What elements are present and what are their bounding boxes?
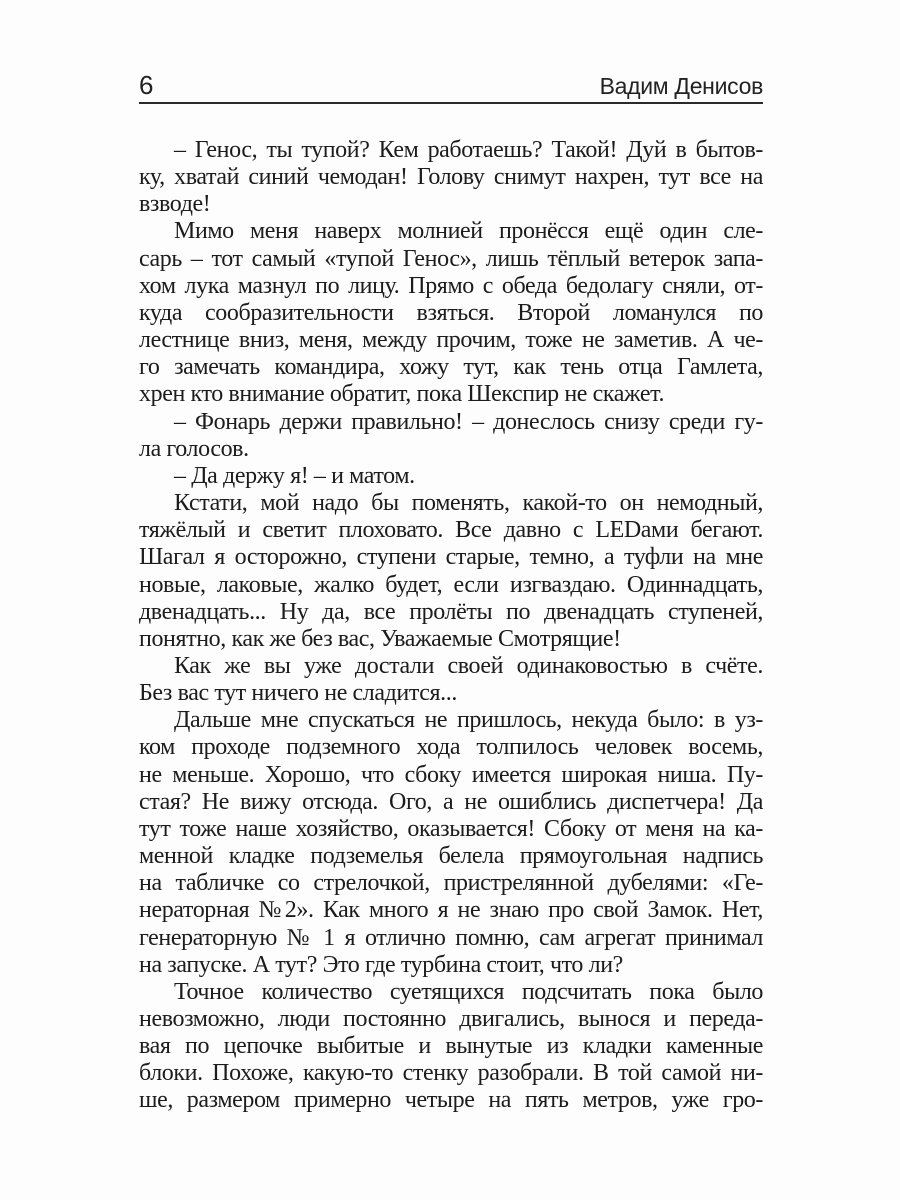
text-line: ку, хватай синий чемодан! Голову снимут нахрен, тут все на [139, 164, 763, 191]
text-line: взводе! [139, 191, 211, 218]
paragraph [139, 979, 763, 1115]
text-line: нераторная №2». Как много я не знаю про свой Замок. Нет, [139, 897, 763, 924]
text-line: тут тоже наше хозяйство, оказывается! Сбоку от меня на ка- [139, 815, 763, 842]
header-rule [139, 102, 763, 104]
running-head-author: Вадим Денисов [599, 73, 763, 99]
text-line: – Генос, ты тупой? Кем работаешь? Такой! Дуй в бытов- [174, 137, 763, 163]
text-line: сарь – тот самый «тупой Генос», лишь тёплый ветерок запа- [139, 245, 763, 272]
text-line: Точное количество суетящихся подсчитать пока было [174, 978, 763, 1005]
page-number: 6 [139, 70, 154, 100]
text-line: понятно, как же без вас, Уважаемые Смотрящие! [139, 625, 621, 652]
text-line: – Да держу я! – и матом. [174, 462, 415, 489]
paragraph [139, 463, 763, 490]
page-body [139, 137, 763, 1115]
text-line: Мимо меня наверх молнией пронёсся ещё один сле- [174, 218, 763, 245]
text-line: ла голосов. [139, 435, 249, 462]
text-line: Дальше мне спускаться не пришлось, некуда было: в уз- [174, 707, 763, 734]
text-line: лестнице вниз, меня, между прочим, тоже не заметив. А че- [139, 327, 763, 354]
text-line: невозможно, люди постоянно двигались, вынося и переда- [139, 1006, 763, 1032]
text-line: на запуске. А тут? Это где турбина стоит, что ли? [139, 951, 623, 978]
text-line: не меньше. Хорошо, что сбоку имеется широкая ниша. Пу- [139, 761, 763, 788]
paragraph [139, 707, 763, 979]
text-line: тяжёлый и светит плоховато. Все давно с LEDами бегают. [139, 517, 763, 544]
text-line: – Фонарь держи правильно! – донеслось снизу среди гу- [174, 408, 763, 435]
text-line: ше, размером примерно четыре на пять метров, уже гро- [139, 1087, 763, 1114]
text-line: генераторную № 1 я отлично помню, сам агрегат принимал [139, 924, 763, 951]
text-line: Шагал я осторожно, ступени старые, темно, а туфли на мне [139, 544, 763, 571]
text-line: менной кладке подземелья белела прямоугольная надпись [139, 843, 763, 870]
paragraph [139, 137, 763, 218]
text-line: вая по цепочке выбитые и вынутые из кладки каменные [139, 1033, 763, 1060]
text-line: куда сообразительности взяться. Второй ломанулся по [139, 299, 763, 326]
page-header [139, 70, 763, 101]
text-line: двенадцать... Ну да, все пролёты по двенадцать ступеней, [139, 598, 763, 625]
text-line: Как же вы уже достали своей одинаковостью в счёте. [174, 652, 763, 679]
text-line: на табличке со стрелочкой, пристрелянной дубелями: «Ге- [139, 870, 763, 897]
text-line: Без вас тут ничего не сладится... [139, 680, 457, 707]
text-line: хом лука мазнул по лицу. Прямо с обеда бедолагу сняли, от- [139, 272, 763, 299]
paragraph [139, 409, 763, 463]
text-line: ком проходе подземного хода толпилось человек восемь, [139, 734, 763, 761]
text-line: стая? Не вижу отсюда. Ого, а не ошиблись диспетчера! Да [139, 788, 763, 815]
text-line: блоки. Похоже, какую-то стенку разобрали. В той самой ни- [139, 1060, 763, 1087]
paragraph [139, 653, 763, 707]
paragraph [139, 218, 763, 408]
text-line: хрен кто внимание обратит, пока Шекспир не скажет. [139, 381, 665, 408]
text-line: го замечать командира, хожу тут, как тень отца Гамлета, [139, 354, 763, 381]
text-line: Кстати, мой надо бы поменять, какой-то он немодный, [174, 490, 763, 517]
text-line: новые, лаковые, жалко будет, если изгваздаю. Одиннадцать, [139, 571, 763, 598]
paragraph [139, 490, 763, 653]
